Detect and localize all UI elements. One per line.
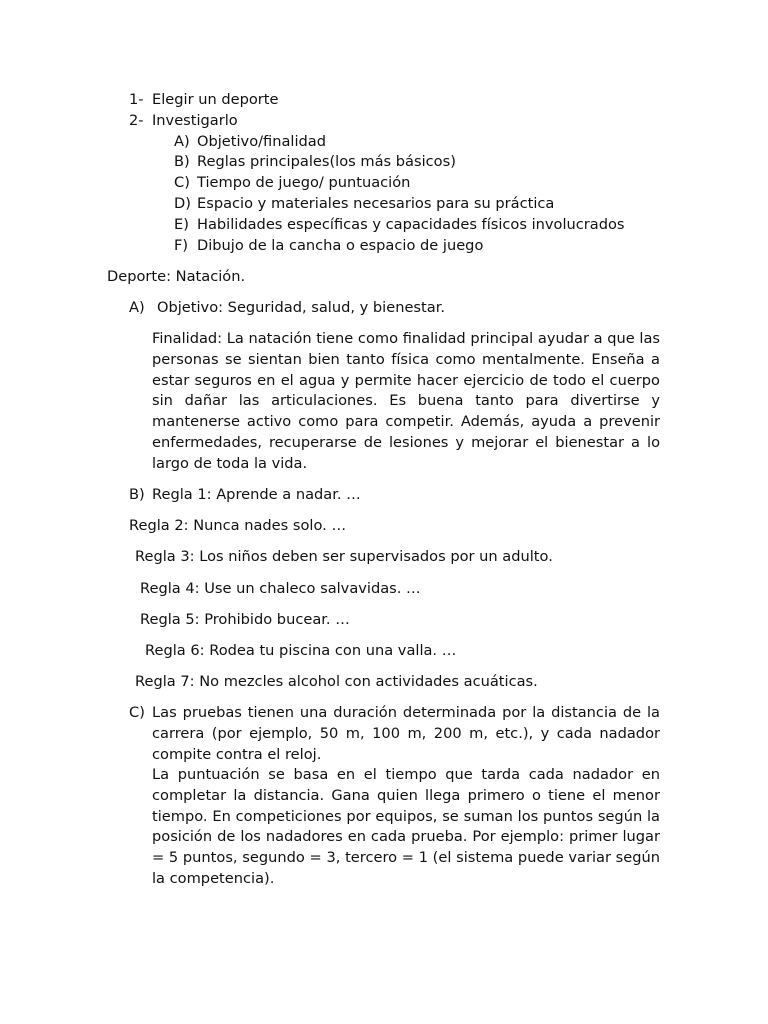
rule-2: Regla 2: Nunca nades solo. … bbox=[129, 517, 347, 534]
rule-3: Regla 3: Los niños deben ser supervisados por un adulto. bbox=[135, 548, 553, 565]
rule-1: Regla 1: Aprende a nadar. … bbox=[152, 486, 361, 503]
rule-4: Regla 4: Use un chaleco salvavidas. … bbox=[140, 580, 421, 597]
subitem-f-marker: F) bbox=[174, 237, 189, 254]
rule-7: Regla 7: No mezcles alcohol con actividades acuáticas. bbox=[135, 673, 538, 690]
section-a-finalidad: Finalidad: La natación tiene como finalidad principal ayudar a que las personas se sientan bien tanto física como mentalmente. Enseña a estar seguros en el agua y permite hacer ejercicio de todo el cuerpo sin dañar las articulaciones. Es buena tanto para divertirse y mantenerse activo como para competir. Además, ayuda a prevenir enfermedades, recuperarse de lesiones y mejorar el bienestar a lo largo de toda la vida. bbox=[152, 330, 660, 472]
rule-6: Regla 6: Rodea tu piscina con una valla. … bbox=[145, 642, 457, 659]
section-a-marker: A) bbox=[129, 299, 145, 316]
subitem-d-marker: D) bbox=[174, 195, 191, 212]
subitem-b-text: Reglas principales(los más básicos) bbox=[197, 153, 456, 170]
subitem-f-text: Dibujo de la cancha o espacio de juego bbox=[197, 237, 484, 254]
section-c-marker: C) bbox=[129, 704, 145, 721]
section-a-objective: Objetivo: Seguridad, salud, y bienestar. bbox=[157, 299, 445, 316]
step-1-text: Elegir un deporte bbox=[152, 91, 279, 108]
step-2-marker: 2- bbox=[129, 112, 144, 129]
subitem-e-marker: E) bbox=[174, 216, 189, 233]
step-2-text: Investigarlo bbox=[152, 112, 238, 129]
subitem-a-marker: A) bbox=[174, 133, 190, 150]
section-b-marker: B) bbox=[129, 486, 145, 503]
subitem-a-text: Objetivo/finalidad bbox=[197, 133, 327, 150]
subitem-b-marker: B) bbox=[174, 153, 190, 170]
section-c-scoring: La puntuación se basa en el tiempo que tarda cada nadador en completar la distancia. Gana quien llega primero o tiene el menor tiempo. En competiciones por equipos, se suman los puntos según la posición de los nadadores en cada prueba. Por ejemplo: primer lugar = 5 puntos, segundo = 3, tercero = 1 (el sistema puede variar según la competencia). bbox=[152, 766, 660, 887]
section-c-duration: Las pruebas tienen una duración determinada por la distancia de la carrera (por ejemplo, 50 m, 100 m, 200 m, etc.), y cada nadador compite contra el reloj. bbox=[152, 704, 660, 763]
subitem-c-text: Tiempo de juego/ puntuación bbox=[197, 174, 411, 191]
rule-5: Regla 5: Prohibido bucear. … bbox=[140, 611, 350, 628]
step-1-marker: 1- bbox=[129, 91, 144, 108]
sport-heading: Deporte: Natación. bbox=[107, 268, 246, 285]
subitem-d-text: Espacio y materiales necesarios para su práctica bbox=[197, 195, 555, 212]
subitem-c-marker: C) bbox=[174, 174, 190, 191]
subitem-e-text: Habilidades específicas y capacidades físicos involucrados bbox=[197, 216, 625, 233]
